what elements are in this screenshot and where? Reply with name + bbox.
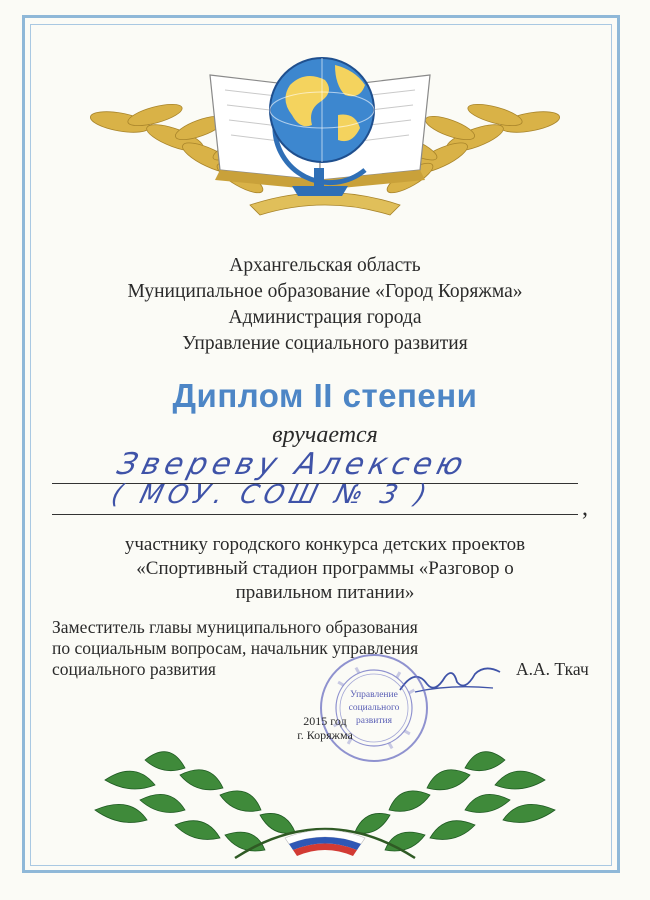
recipient-name: Звереву Алексею — [113, 447, 472, 482]
awarded-text: вручается — [272, 422, 378, 448]
laurel-branches-tricolor-ribbon — [85, 740, 565, 870]
globe-book-laurel-emblem — [80, 30, 570, 230]
header-municipality: Муниципальное образование «Город Коряжма» — [127, 281, 523, 302]
comma: , — [582, 495, 588, 521]
signatory-position-1: Заместитель главы муниципального образования — [52, 617, 418, 637]
issue-year: 2015 год — [303, 714, 347, 728]
signatory-position-3: социального развития — [52, 659, 216, 679]
description-line-3: правильном питании» — [235, 582, 415, 603]
description-line-1: участнику городского конкурса детских проектов — [124, 534, 526, 555]
stamp-text-2: социального — [348, 703, 400, 713]
header-administration: Администрация города — [228, 307, 422, 328]
header-region: Архангельская область — [229, 255, 421, 276]
stamp-text-3: развития — [356, 716, 392, 726]
stamp-text-1: Управление — [350, 690, 398, 700]
recipient-line-2 — [52, 514, 578, 515]
issue-city: г. Коряжма — [297, 728, 353, 742]
description-line-2: «Спортивный стадион программы «Разговор о — [136, 558, 514, 579]
signatory-position-2: по социальным вопросам, начальник управления — [52, 638, 419, 658]
recipient-school: ( МОУ. СОШ № 3 ) — [108, 480, 435, 510]
diploma-title: Диплом II степени — [172, 377, 478, 414]
header-department: Управление социального развития — [182, 333, 468, 354]
signatory-name: А.А. Ткач — [516, 659, 589, 679]
